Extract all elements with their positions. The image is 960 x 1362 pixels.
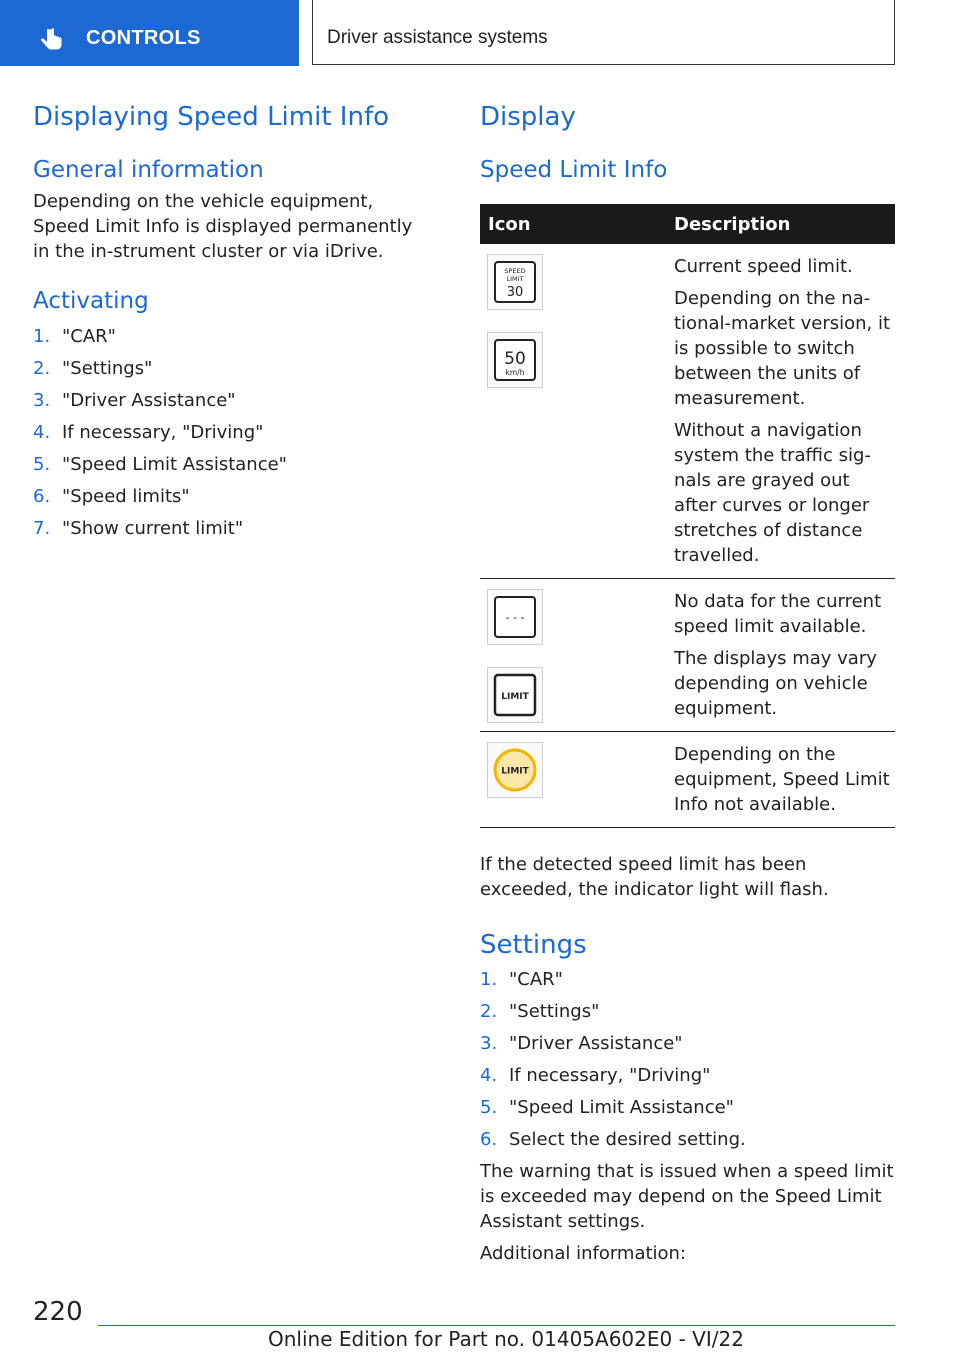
step-text: "CAR" (62, 326, 116, 347)
warning-text: The warning that is issued when a speed limit is exceeded may depend on the Speed Limit Assistant settings. (480, 1161, 894, 1232)
speed-limit-info-heading: Speed Limit Info (480, 157, 668, 183)
list-item (33, 356, 428, 381)
no-data-dashes-icon (487, 589, 543, 645)
footer-divider (98, 1325, 895, 1326)
list-item (480, 999, 895, 1024)
sign-text-speed: SPEED (504, 267, 526, 275)
row-icons (487, 254, 543, 410)
description-text: No data for the current speed limit available. (674, 591, 882, 637)
list-item (480, 1127, 895, 1152)
step-text: "Speed Limit Assistance" (509, 1097, 734, 1118)
step-text: "Show current limit" (62, 518, 244, 539)
table-row (480, 579, 895, 732)
step-number: 7. (33, 518, 51, 539)
column-header-icon: Icon (488, 213, 531, 235)
activating-steps (33, 324, 428, 541)
general-information-heading: General information (33, 157, 264, 183)
speed-limit-50-kmh-sign-icon (487, 332, 543, 388)
activating-heading: Activating (33, 288, 149, 314)
sign-value-30: 30 (506, 285, 524, 300)
limit-box-icon (487, 667, 543, 723)
dashes-text: - - - (505, 611, 525, 624)
description-text: Depending on the equipment, Speed Limit Info not available. (674, 744, 890, 815)
icon-description-table (480, 204, 895, 828)
description-text: Without a navigation system the traffic sig-nals are grayed out after curves or longer stretches of distance travelled. (674, 420, 871, 566)
table-row (480, 244, 895, 579)
row-description (674, 244, 895, 578)
step-text: "Speed Limit Assistance" (62, 454, 287, 475)
page-title: Displaying Speed Limit Info (33, 102, 390, 132)
chapter-tab-label: CONTROLS (86, 27, 201, 49)
list-item (480, 1095, 895, 1120)
row-description (674, 579, 895, 731)
row-icons (487, 742, 543, 820)
description-text: Depending on the na-tional-market version, it is possible to switch between the units of measurement. (674, 288, 891, 409)
sign-unit-kmh: km/h (505, 368, 525, 377)
general-information-text: Depending on the vehicle equipment, Speed Limit Info is displayed permanently in the in-strument cluster or via iDrive. (33, 191, 413, 262)
step-text: "Speed limits" (62, 486, 190, 507)
sign-value-50: 50 (504, 349, 526, 369)
step-number: 2. (33, 358, 51, 379)
list-item (33, 452, 428, 477)
step-number: 1. (480, 969, 498, 990)
step-text: Select the desired setting. (509, 1129, 746, 1150)
step-text: If necessary, "Driving" (62, 422, 264, 443)
step-number: 2. (480, 1001, 498, 1022)
list-item (33, 324, 428, 349)
hand-pointer-icon (38, 26, 66, 54)
right-column (480, 100, 895, 1266)
list-item (480, 1063, 895, 1088)
step-number: 5. (480, 1097, 498, 1118)
step-number: 6. (33, 486, 51, 507)
list-item (33, 420, 428, 445)
step-text: "Driver Assistance" (509, 1033, 683, 1054)
section-header-label: Driver assistance systems (327, 27, 548, 48)
section-header (312, 0, 895, 65)
list-item (480, 1031, 895, 1056)
limit-text: LIMIT (501, 692, 529, 702)
list-item (480, 967, 895, 992)
row-icons (487, 589, 543, 745)
step-number: 6. (480, 1129, 498, 1150)
step-number: 1. (33, 326, 51, 347)
column-header-description: Description (674, 213, 791, 235)
description-text: The displays may vary depending on vehicle equipment. (674, 648, 877, 719)
settings-steps (480, 967, 895, 1152)
settings-heading: Settings (480, 930, 587, 960)
step-text: "Settings" (62, 358, 153, 379)
limit-unavailable-circle-icon (487, 742, 543, 798)
left-column (33, 100, 428, 548)
list-item (33, 484, 428, 509)
step-number: 4. (480, 1065, 498, 1086)
step-text: "CAR" (509, 969, 563, 990)
list-item (33, 388, 428, 413)
step-number: 5. (33, 454, 51, 475)
step-text: "Settings" (509, 1001, 600, 1022)
table-header (480, 204, 895, 244)
limit-circle-text: LIMIT (501, 766, 529, 777)
chapter-tab[interactable] (0, 0, 299, 66)
footer-edition-text: Online Edition for Part no. 01405A602E0 - VI/22 (268, 1327, 744, 1351)
row-description (674, 732, 895, 827)
table-row (480, 732, 895, 828)
sign-text-limit: LIMIT (506, 275, 524, 283)
step-number: 4. (33, 422, 51, 443)
display-heading: Display (480, 102, 576, 132)
list-item (33, 516, 428, 541)
page-number: 220 (33, 1297, 83, 1327)
step-text: "Driver Assistance" (62, 390, 236, 411)
additional-information-text: Additional information: (480, 1243, 687, 1264)
exceeded-note: If the detected speed limit has been exceeded, the indicator light will flash. (480, 854, 829, 900)
step-text: If necessary, "Driving" (509, 1065, 711, 1086)
description-text: Current speed limit. (674, 256, 853, 277)
step-number: 3. (33, 390, 51, 411)
speed-limit-30-sign-icon (487, 254, 543, 310)
step-number: 3. (480, 1033, 498, 1054)
